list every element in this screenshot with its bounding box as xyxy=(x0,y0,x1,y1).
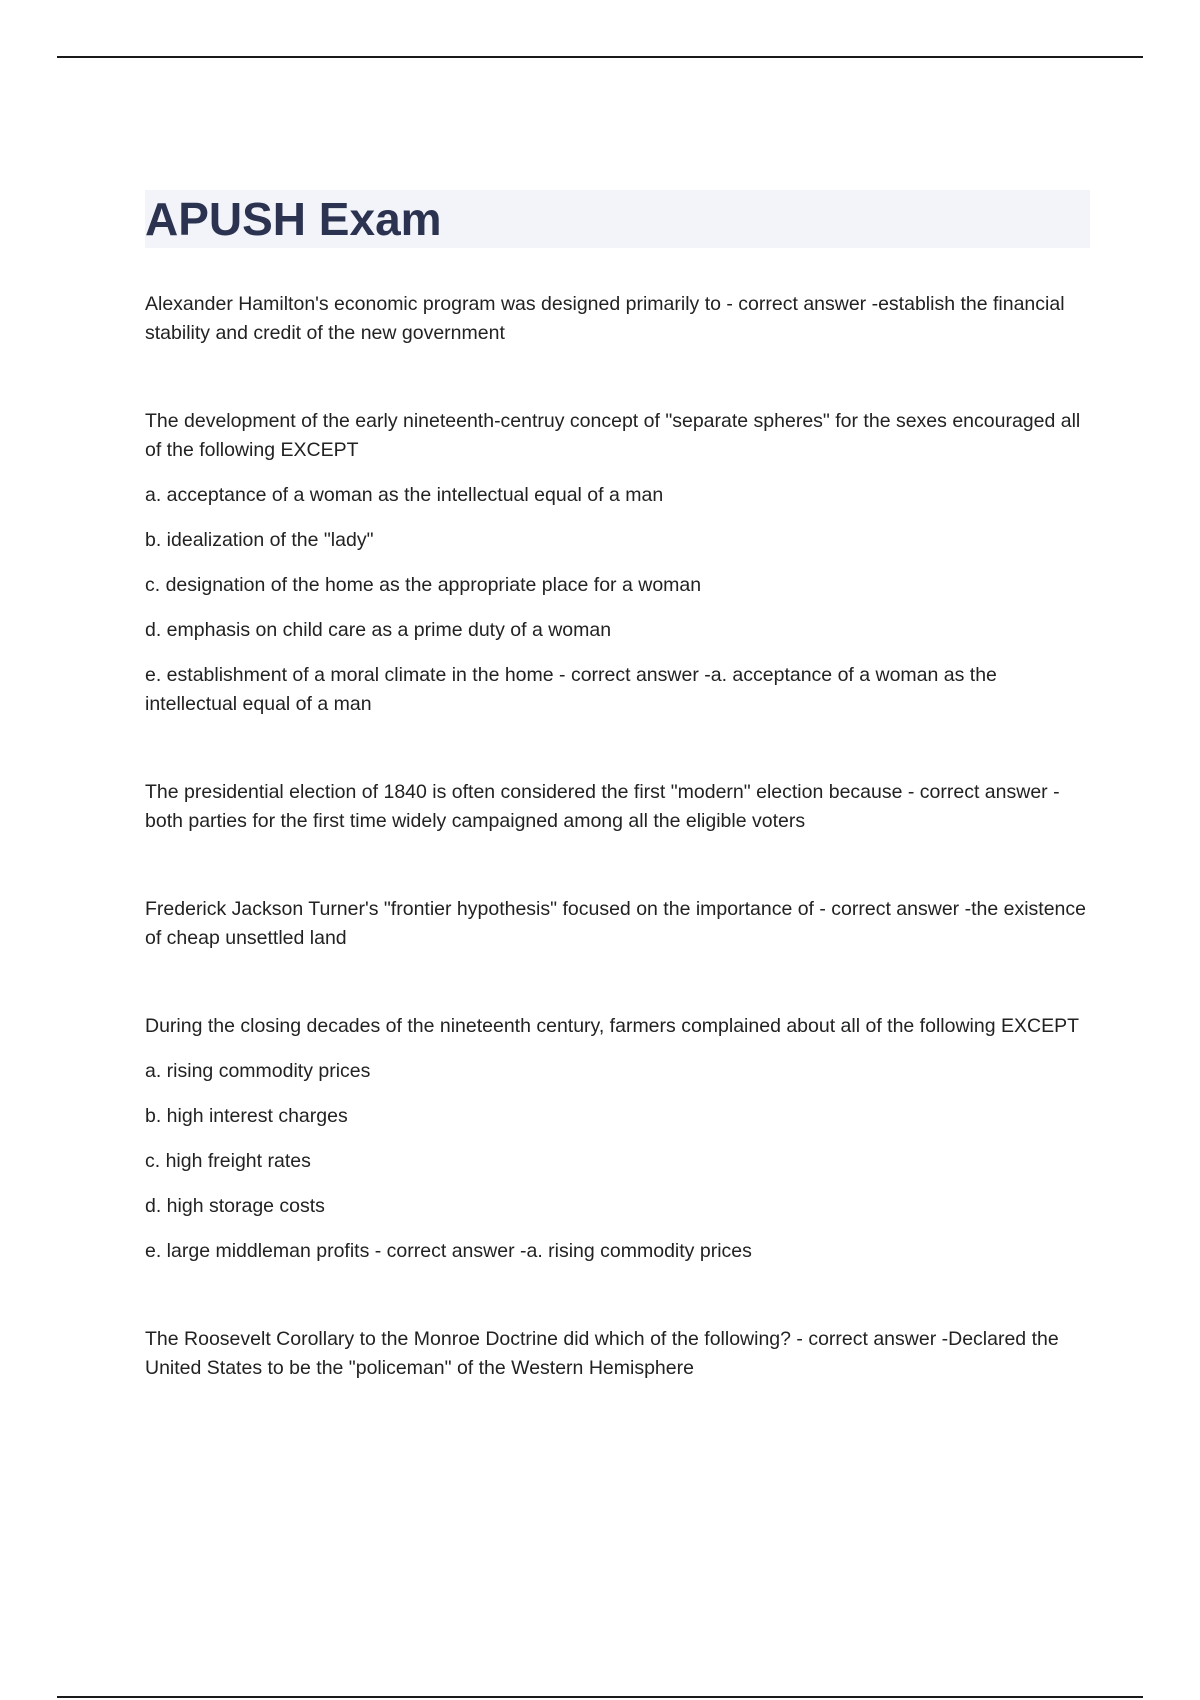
qa-item xyxy=(145,1012,1090,1266)
option-e: e. establishment of a moral climate in the home - correct answer -a. acceptance of a woman as the intellectual equal of a man xyxy=(145,664,997,715)
option-c: c. high freight rates xyxy=(145,1150,311,1172)
qa-item xyxy=(145,1325,1090,1383)
option-d: d. high storage costs xyxy=(145,1195,325,1217)
option-e: e. large middleman profits - correct answer -a. rising commodity prices xyxy=(145,1240,752,1262)
qa-item xyxy=(145,895,1090,953)
option-c: c. designation of the home as the appropriate place for a woman xyxy=(145,574,702,596)
qa-item xyxy=(145,290,1090,348)
question-text: Alexander Hamilton's economic program was designed primarily to - correct answer -establish the financial stability and credit of the new government xyxy=(145,293,1065,344)
option-b: b. high interest charges xyxy=(145,1105,348,1127)
question-text: The development of the early nineteenth-centruy concept of "separate spheres" for the sexes encouraged all of the following EXCEPT xyxy=(145,410,1081,461)
page-title: APUSH Exam xyxy=(145,193,442,245)
option-a: a. rising commodity prices xyxy=(145,1060,371,1082)
option-b: b. idealization of the "lady" xyxy=(145,529,374,551)
bottom-rule xyxy=(57,1696,1143,1698)
top-rule xyxy=(57,56,1143,58)
question-text: During the closing decades of the nineteenth century, farmers complained about all of the following EXCEPT xyxy=(145,1015,1080,1037)
question-text: Frederick Jackson Turner's "frontier hypothesis" focused on the importance of - correct answer -the existence of cheap unsettled land xyxy=(145,898,1086,949)
question-text: The Roosevelt Corollary to the Monroe Doctrine did which of the following? - correct answer -Declared the United States to be the "policeman" of the Western Hemisphere xyxy=(145,1328,1059,1379)
option-d: d. emphasis on child care as a prime duty of a woman xyxy=(145,619,612,641)
option-a: a. acceptance of a woman as the intellectual equal of a man xyxy=(145,484,664,506)
qa-item xyxy=(145,407,1090,719)
qa-item xyxy=(145,778,1090,836)
document-body xyxy=(145,290,1090,1442)
question-text: The presidential election of 1840 is often considered the first "modern" election because - correct answer -both parties for the first time widely campaigned among all the eligible voters xyxy=(145,781,1060,832)
